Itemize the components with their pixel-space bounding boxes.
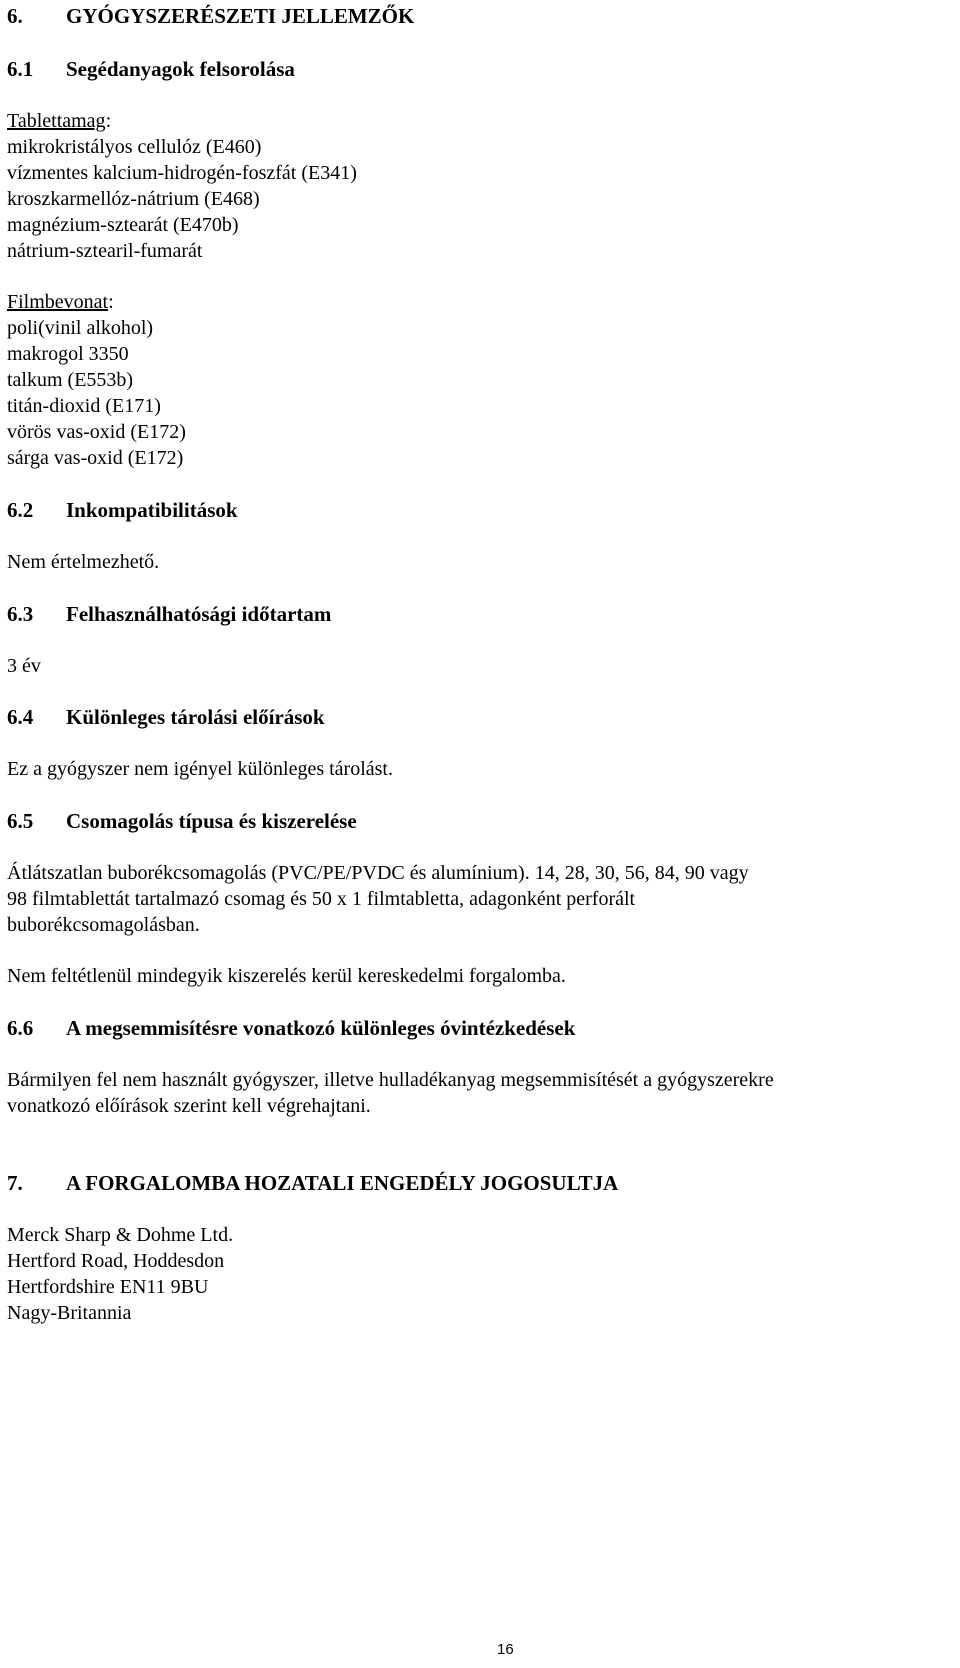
address-line: Hertford Road, Hoddesdon	[7, 1250, 225, 1272]
coat-item: titán-dioxid (E171)	[7, 395, 161, 417]
subsection-title: Segédanyagok felsorolása	[66, 57, 295, 81]
paragraph-line: vonatkozó előírások szerint kell végrehajtani.	[7, 1095, 371, 1117]
paragraph: Nem értelmezhető.	[7, 551, 160, 573]
section-title: GYÓGYSZERÉSZETI JELLEMZŐK	[66, 4, 415, 28]
subsection-6-5-heading	[7, 808, 357, 835]
address-line: Merck Sharp & Dohme Ltd.	[7, 1224, 234, 1246]
paragraph-line: Bármilyen fel nem használt gyógyszer, illetve hulladékanyag megsemmisítését a gyógyszerekre	[7, 1069, 774, 1091]
section-number: 6.	[7, 4, 23, 28]
paragraph-line: 98 filmtablettát tartalmazó csomag és 50 x 1 filmtabletta, adagonként perforált	[7, 888, 636, 910]
paragraph: Nem feltétlenül mindegyik kiszerelés kerül kereskedelmi forgalomba.	[7, 965, 566, 987]
subsection-title: Felhasználhatósági időtartam	[66, 602, 332, 626]
subsection-number: 6.4	[7, 705, 34, 729]
paragraph-line: Átlátszatlan buborékcsomagolás (PVC/PE/PVDC és alumínium). 14, 28, 30, 56, 84, 90 vagy	[7, 862, 749, 884]
subsection-6-2-heading	[7, 497, 238, 524]
subsection-number: 6.2	[7, 498, 34, 522]
core-item: nátrium-sztearil-fumarát	[7, 240, 203, 262]
subsection-6-4-heading	[7, 704, 325, 731]
core-label: Tablettamag:	[7, 110, 112, 132]
core-item: kroszkarmellóz-nátrium (E468)	[7, 188, 260, 210]
subsection-title: Inkompatibilitások	[66, 498, 238, 522]
coat-label-text: Filmbevonat	[7, 291, 109, 313]
subsection-6-1-heading	[7, 56, 295, 83]
paragraph: 3 év	[7, 655, 41, 677]
coat-item: sárga vas-oxid (E172)	[7, 447, 184, 469]
core-item: mikrokristályos cellulóz (E460)	[7, 136, 262, 158]
coat-label: Filmbevonat:	[7, 291, 114, 313]
address-line: Nagy-Britannia	[7, 1302, 132, 1324]
subsection-number: 6.1	[7, 57, 34, 81]
subsection-number: 6.5	[7, 809, 34, 833]
subsection-number: 6.3	[7, 602, 34, 626]
subsection-6-6-heading	[7, 1015, 575, 1042]
section-7-heading	[7, 1170, 618, 1197]
section-6-heading	[7, 3, 414, 30]
coat-item: makrogol 3350	[7, 343, 129, 365]
subsection-title: A megsemmisítésre vonatkozó különleges óvintézkedések	[66, 1016, 576, 1040]
coat-item: poli(vinil alkohol)	[7, 317, 154, 339]
core-item: magnézium-sztearát (E470b)	[7, 214, 239, 236]
section-title: A FORGALOMBA HOZATALI ENGEDÉLY JOGOSULTJA	[66, 1171, 619, 1195]
address-line: Hertfordshire EN11 9BU	[7, 1276, 209, 1298]
subsection-title: Különleges tárolási előírások	[66, 705, 325, 729]
paragraph: Ez a gyógyszer nem igényel különleges tárolást.	[7, 758, 393, 780]
coat-item: talkum (E553b)	[7, 369, 134, 391]
coat-item: vörös vas-oxid (E172)	[7, 421, 186, 443]
core-label-text: Tablettamag	[7, 110, 106, 132]
paragraph-line: buborékcsomagolásban.	[7, 914, 200, 936]
subsection-number: 6.6	[7, 1016, 34, 1040]
page-number: 16	[497, 1641, 514, 1658]
section-number: 7.	[7, 1171, 23, 1195]
core-item: vízmentes kalcium-hidrogén-foszfát (E341)	[7, 162, 357, 184]
subsection-6-3-heading	[7, 601, 331, 628]
subsection-title: Csomagolás típusa és kiszerelése	[66, 809, 357, 833]
